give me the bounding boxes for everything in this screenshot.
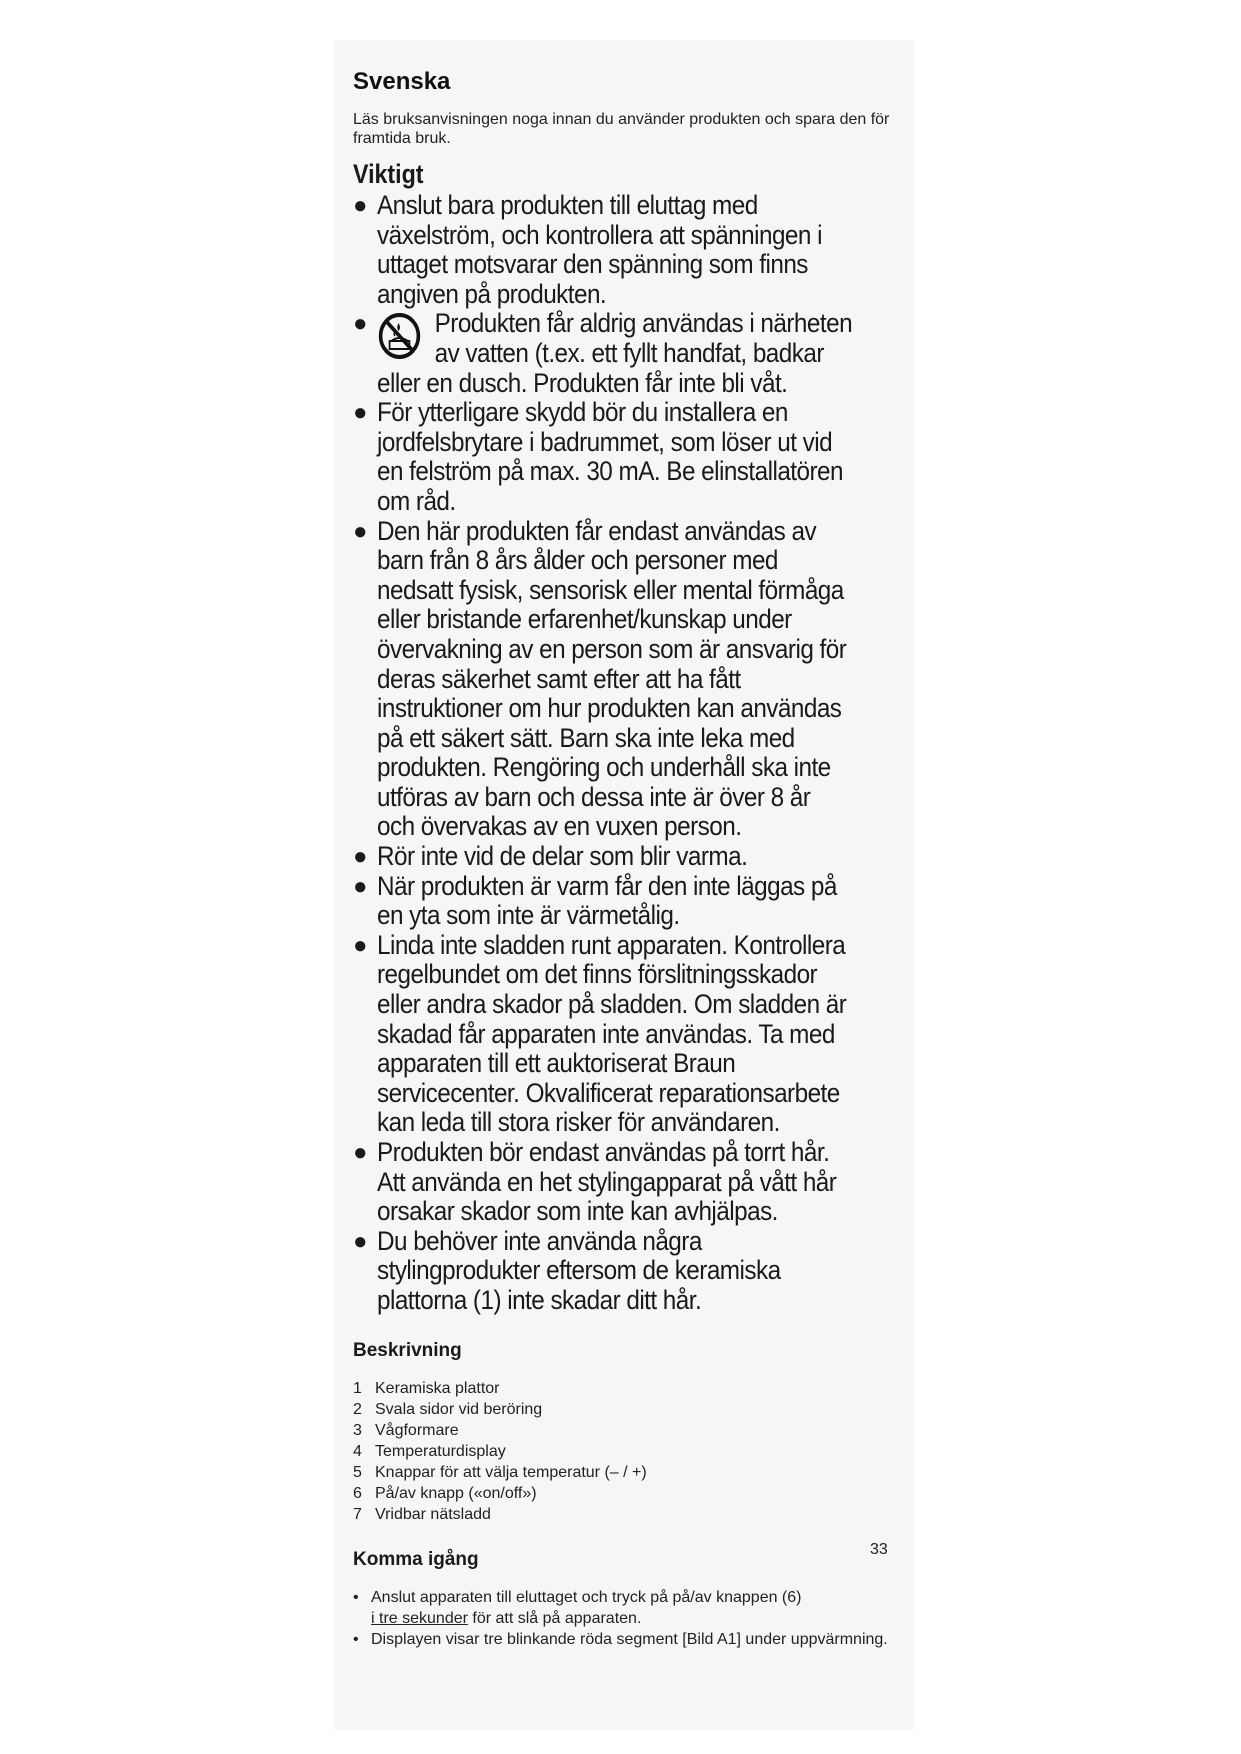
getting-started-list xyxy=(353,1587,913,1650)
list-item: 7 Vridbar nätsladd xyxy=(353,1505,491,1523)
list-item: • Anslut apparaten till eluttaget och tryck på på/av knappen (6) i tre sekunder för att slå på apparaten. xyxy=(353,1588,802,1627)
list-item: 5 Knappar för att välja temperatur (– / +) xyxy=(353,1463,647,1481)
important-heading: Viktigt xyxy=(353,159,424,189)
list-item: ● Du behöver inte använda några stylingprodukter eftersom de keramiska plattorna (1) inte skadar ditt hår. xyxy=(353,1225,781,1315)
description-list xyxy=(353,1378,913,1525)
list-item: ● När produkten är varm får den inte läggas på en yta som inte är värmetålig. xyxy=(353,870,837,931)
list-item: 2 Svala sidor vid beröring xyxy=(353,1400,543,1418)
list-item: 4 Temperaturdisplay xyxy=(353,1442,506,1460)
intro-text: Läs bruksanvisningen noga innan du använder produkten och spara den för framtida bruk. xyxy=(353,111,890,147)
list-item: ● Linda inte sladden runt apparaten. Kontrollera regelbundet om det finns förslitningsskador eller andra skador på sladden. Om sladden är skadad får apparaten inte användas. Ta med apparaten till ett auktoriserat Braun servicecenter. Okvalificerat reparationsarbete kan leda till stora risker för användaren. xyxy=(353,929,847,1138)
page-number: 33 xyxy=(870,1541,888,1558)
document-content xyxy=(353,68,913,1650)
list-item: ● Den här produkten får endast användas av barn från 8 års ålder och personer med nedsatt fysisk, sensorisk eller mental förmåga eller bristande erfarenhet/kunskap under övervakning av en person som är ansvarig för deras säkerhet samt efter att ha fått instruktioner om hur produkten kan användas på ett säkert sätt. Barn ska inte leka med produkten. Rengöring och underhåll ska inte utföras av barn och dessa inte är över 8 år och övervakas av en vuxen person. xyxy=(353,515,847,842)
no-water-icon xyxy=(377,311,422,361)
getting-started-heading: Komma igång xyxy=(353,1548,479,1570)
list-item: ● Rör inte vid de delar som blir varma. xyxy=(353,841,748,872)
list-item: 6 På/av knapp («on/off») xyxy=(353,1484,537,1502)
list-item: 1 Keramiska plattor xyxy=(353,1379,500,1397)
list-item: ● Anslut bara produkten till eluttag med växelström, och kontrollera att spänningen i uttaget motsvarar den spänning som finns angiven på produkten. xyxy=(353,190,822,309)
section-title: Svenska xyxy=(353,68,451,95)
list-item: ● Produkten bör endast användas på torrt hår. Att använda en het stylingapparat på vått hår orsakar skador som inte kan avhjälpas. xyxy=(353,1137,837,1227)
important-list xyxy=(353,191,913,1316)
list-item: 3 Vågformare xyxy=(353,1421,459,1439)
description-heading: Beskrivning xyxy=(353,1339,462,1361)
list-item: • Displayen visar tre blinkande röda segment [Bild A1] under uppvärmning. xyxy=(353,1630,888,1648)
list-item: ● Produkten får aldrig användas i närheten av vatten (t.ex. ett fyllt handfat, badkar eller en dusch. Produkten får inte bli våt. xyxy=(353,308,853,398)
list-item: ● För ytterligare skydd bör du installera en jordfelsbrytare i badrummet, som löser ut vid en felström på max. 30 mA. Be elinstallatören om råd. xyxy=(353,397,843,516)
